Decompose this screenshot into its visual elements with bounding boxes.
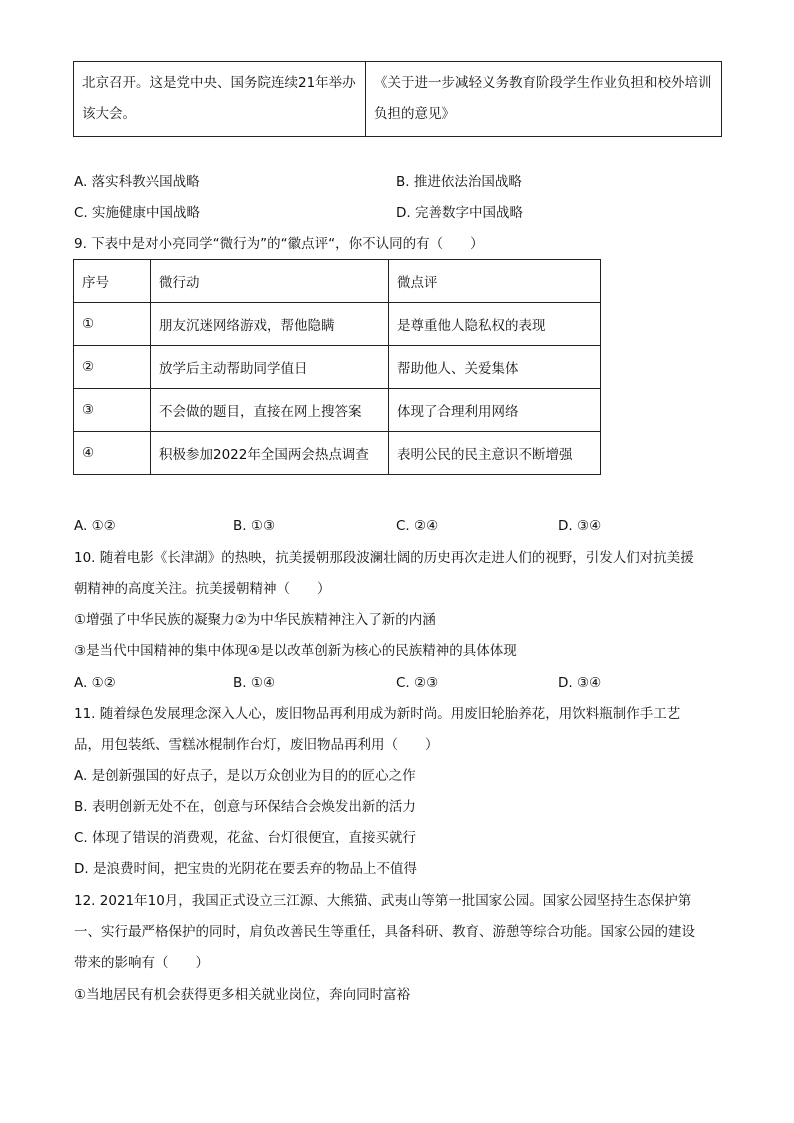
q11-option-d: D. 是浪费时间，把宝贵的光阴花在要丢弃的物品上不值得 [74,861,417,877]
table-cell: 体现了合理利用网络 [389,389,601,432]
table-cell: 帮助他人、关爱集体 [389,346,601,389]
table-row [74,389,601,432]
q10-stem-line1: 10. 随着电影《长津湖》的热映，抗美援朝那段波澜壮阔的历史再次走进人们的视野，引发人们对抗美援 [74,550,694,566]
q9-option-c: C. ②④ [396,518,439,534]
q8-option-c: C. 实施健康中国战略 [74,205,201,221]
table-cell: 是尊重他人隐私权的表现 [389,303,601,346]
q11-stem-line2: 品，用包装纸、雪糕冰棍制作台灯，废旧物品再利用（ ） [74,737,439,753]
table-header: 序号 [74,260,151,303]
q12-stem-line1: 12. 2021年10月，我国正式设立三江源、大熊猫、武夷山等第一批国家公园。国家公园坚持生态保护第 [74,893,692,909]
table-cell: 朋友沉迷网络游戏，帮他隐瞒 [151,303,389,346]
q10-statement-line1: ①增强了中华民族的凝聚力②为中华民族精神注入了新的内涵 [74,612,436,628]
q8-option-d: D. 完善数字中国战略 [396,205,523,221]
q10-statement-line2: ③是当代中国精神的集中体现④是以改革创新为核心的民族精神的具体体现 [74,643,517,659]
table-header: 微点评 [389,260,601,303]
q9-option-d: D. ③④ [558,518,602,534]
table-header-row [74,260,601,303]
table-cell: 积极参加2022年全国两会热点调查 [151,432,389,475]
q8-option-a: A. 落实科教兴国战略 [74,174,200,190]
table-row [74,346,601,389]
table-row [74,303,601,346]
table-cell: ④ [74,432,151,475]
table-cell: 放学后主动帮助同学值日 [151,346,389,389]
top-table [73,61,722,137]
table-row [74,432,601,475]
table-cell: ③ [74,389,151,432]
q9-table [73,259,601,475]
q11-option-b: B. 表明创新无处不在，创意与环保结合会焕发出新的活力 [74,799,416,815]
q9-stem: 9. 下表中是对小亮同学“微行为”的“徽点评“，你不认同的有（ ） [74,236,484,252]
q11-option-c: C. 体现了错误的消费观，花盆、台灯很便宜，直接买就行 [74,830,417,846]
q11-option-a: A. 是创新强国的好点子，是以万众创业为目的的匠心之作 [74,768,416,784]
q10-option-a: A. ①② [74,675,116,691]
top-table-left-cell: 北京召开。这是党中央、国务院连续21年举办该大会。 [74,62,366,137]
q9-option-b: B. ①③ [233,518,276,534]
table-cell: 不会做的题目，直接在网上搜答案 [151,389,389,432]
q12-statement-line1: ①当地居民有机会获得更多相关就业岗位，奔向同时富裕 [74,987,411,1003]
q10-option-b: B. ①④ [233,675,276,691]
top-table-right-cell: 《关于进一步减轻义务教育阶段学生作业负担和校外培训负担的意见》 [366,62,722,137]
q9-option-a: A. ①② [74,518,116,534]
table-cell: ② [74,346,151,389]
table-cell: 表明公民的民主意识不断增强 [389,432,601,475]
q11-stem-line1: 11. 随着绿色发展理念深入人心，废旧物品再利用成为新时尚。用废旧轮胎养花，用饮料瓶制作手工艺 [74,706,681,722]
q12-stem-line2: 一、实行最严格保护的同时，肩负改善民生等重任，具备科研、教育、游憩等综合功能。国家公园的建设 [74,924,695,940]
q10-option-d: D. ③④ [558,675,602,691]
table-header: 微行动 [151,260,389,303]
q10-stem-line2: 朝精神的高度关注。抗美援朝精神（ ） [74,581,331,597]
q8-option-b: B. 推进依法治国战略 [396,174,522,190]
table-cell: ① [74,303,151,346]
q12-stem-line3: 带来的影响有（ ） [74,955,209,971]
q10-option-c: C. ②③ [396,675,439,691]
table-row [74,62,722,137]
